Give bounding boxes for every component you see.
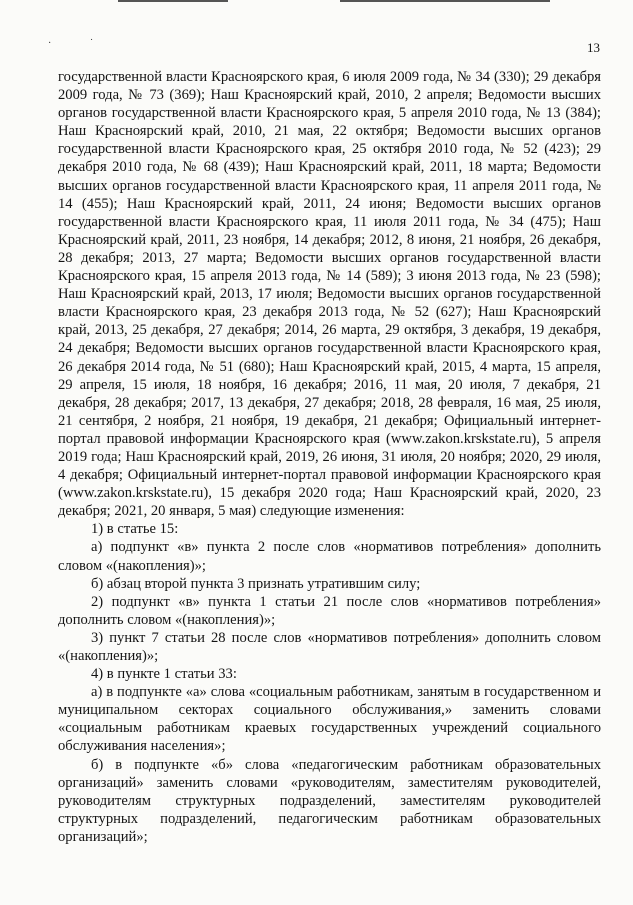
- paragraph-item-4a: а) в подпункте «а» слова «социальным работникам, занятым в государственном и муниципальном секторах социального обслуживания,» заменить словами «социальным работникам краевых государственных учреждений социального обслуживания населения»;: [58, 684, 601, 755]
- top-border-line: [118, 0, 228, 2]
- scan-specks: · ˙: [48, 38, 112, 49]
- paragraph-item-2: 2) подпункт «в» пункта 1 статьи 21 после слов «нормативов потребления» дополнить словом «(накопления)»;: [58, 593, 601, 628]
- paragraph-item-3: 3) пункт 7 статьи 28 после слов «нормативов потребления» дополнить словом «(накопления)»;: [58, 629, 601, 664]
- page-number: 13: [587, 40, 600, 55]
- paragraph-sources: государственной власти Красноярского края, 6 июля 2009 года, № 34 (330); 29 декабря 2009 года, № 73 (369); Наш Красноярский край, 2010, 2 апреля; Ведомости высших органов государственной власти Красноярского края, 5 апреля 2010 года, № 13 (384); Наш Красноярский край, 2010, 21 мая, 22 октября; Ведомости высших органов государственной власти Красноярского края, 25 октября 2010 года, № 52 (423); 29 декабря 2010 года, № 68 (439); Наш Красноярский край, 2011, 18 марта; Ведомости высших органов государственной власти Красноярского края, 11 апреля 2011 года, № 14 (455); Наш Красноярский край, 2011, 24 июня; Ведомости высших органов государственной власти Красноярского края, 11 июля 2011 года, № 34 (475); Наш Красноярский край, 2011, 23 ноября, 14 декабря; 2012, 8 июня, 21 ноября, 26 декабря, 28 декабря; 2013, 27 марта; Ведомости высших органов государственной власти Красноярского края, 15 апреля 2013 года, № 14 (589); 3 июня 2013 года, № 23 (598); Наш Красноярский край, 2013, 17 июля; Ведомости высших органов государственной власти Красноярского края, 23 декабря 2013 года, № 52 (627); Наш Красноярский край, 2013, 25 декабря, 27 декабря; 2014, 26 марта, 29 октября, 3 декабря, 19 декабря, 24 декабря; Ведомости высших органов государственной власти Красноярского края, 26 декабря 2014 года, № 51 (680); Наш Красноярский край, 2015, 4 марта, 15 апреля, 29 апреля, 15 июля, 18 ноября, 16 декабря; 2016, 11 мая, 20 июля, 7 декабря, 21 декабря, 28 декабря; 2017, 13 декабря, 27 декабря; 2018, 28 февраля, 16 мая, 25 июля, 21 сентября, 2 ноября, 21 ноября, 19 декабря, 21 декабря; Официальный интернет-портал правовой информации Красноярского края (www.zakon.krskstate.ru), 5 апреля 2019 года; Наш Красноярский край, 2019, 26 июня, 31 июля, 20 ноября; 2020, 29 июля, 4 декабря; Официальный интернет-портал правовой информации Красноярского края (www.zakon.krskstate.ru), 15 декабря 2020 года; Наш Красноярский край, 2020, 23 декабря; 2021, 20 января, 5 мая) следующие изменения:: [58, 69, 601, 520]
- paragraph-item-4: 4) в пункте 1 статьи 33:: [91, 666, 237, 683]
- document-body: [58, 68, 601, 846]
- paragraph-item-1b: б) абзац второй пункта 3 признать утратившим силу;: [91, 575, 421, 592]
- paragraph-item-1: 1) в статье 15:: [91, 521, 179, 538]
- paragraph-item-4b: б) в подпункте «б» слова «педагогическим работникам образовательных организаций» заменить словами «руководителям, заместителям руководителей, руководителям структурных подразделений, заместителям руководителей структурных подразделений, педагогическим работникам образовательных организаций»;: [58, 756, 601, 845]
- paragraph-item-1a: а) подпункт «в» пункта 2 после слов «нормативов потребления» дополнить словом «(накопления)»;: [58, 539, 601, 574]
- top-border-line: [340, 0, 550, 2]
